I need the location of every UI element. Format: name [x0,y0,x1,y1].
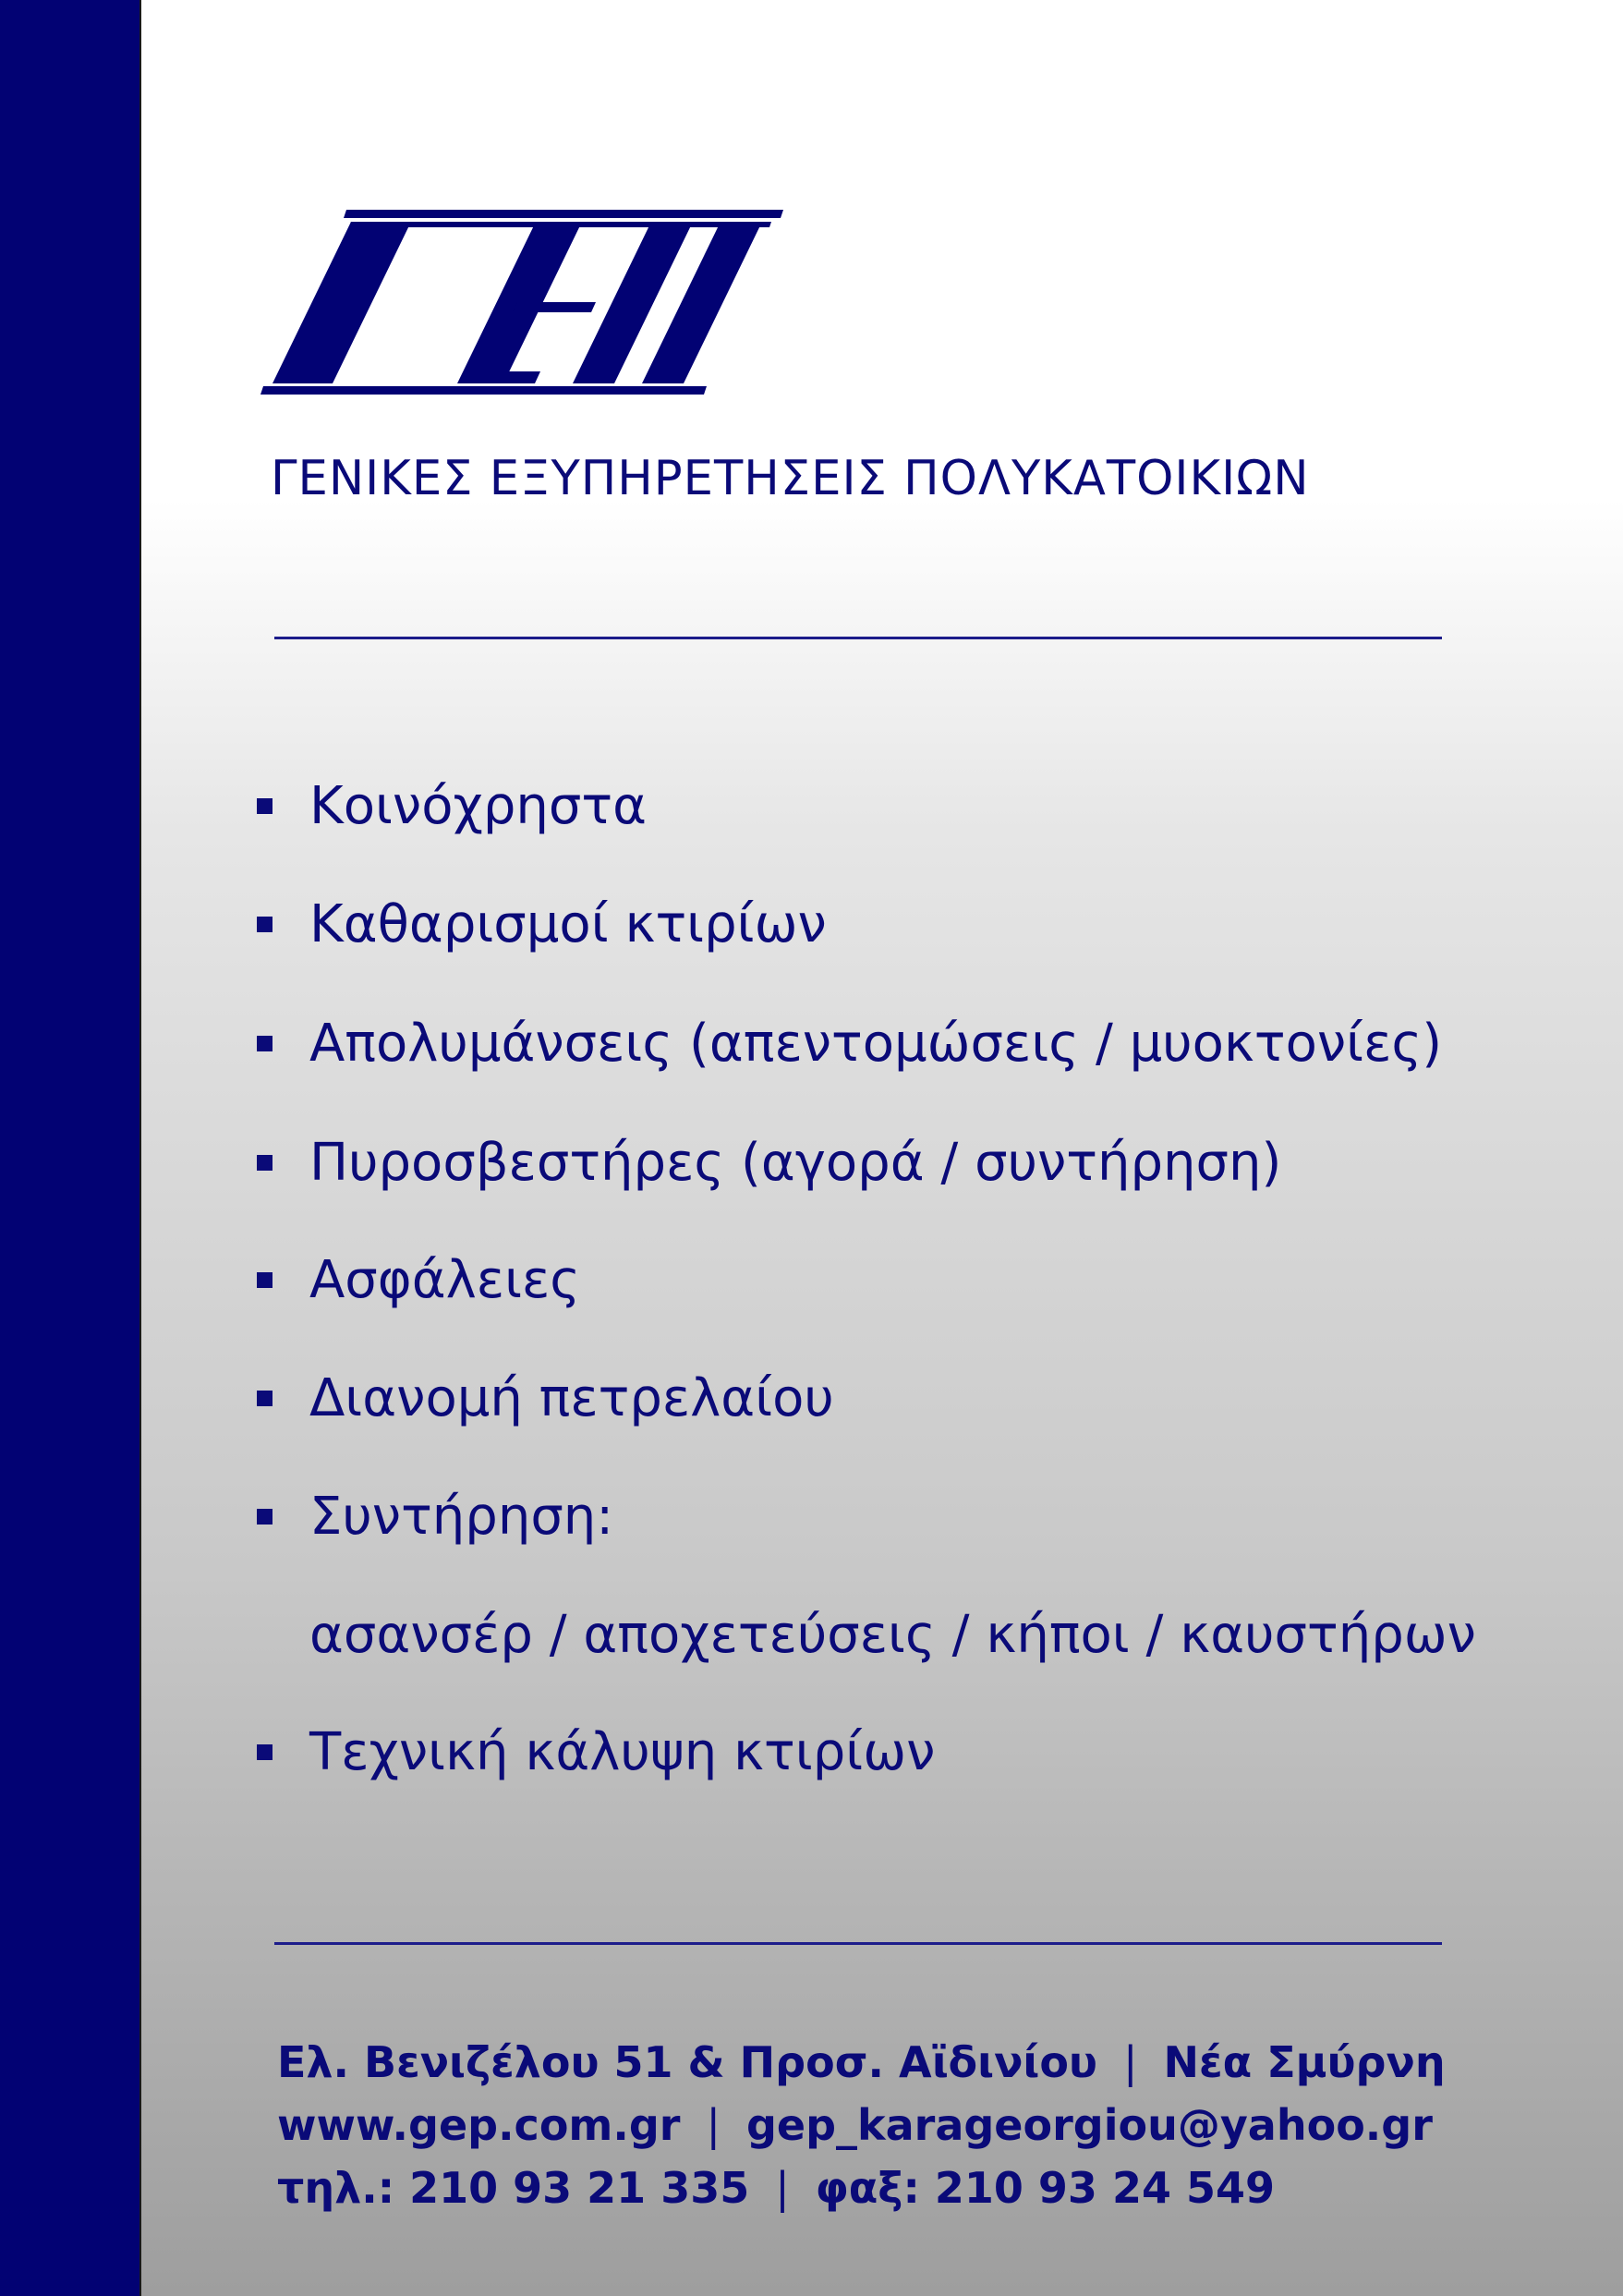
service-item [257,769,647,843]
contact-web-line [277,2100,1433,2150]
service-item [257,1243,580,1317]
company-tagline: ΓΕΝΙΚΕΣ ΕΞΥΠΗΡΕΤΗΣΕΙΣ ΠΟΛΥΚΑΤΟΙΚΙΩΝ [271,451,1310,506]
bullet-icon [257,1744,273,1760]
service-item [257,1479,613,1553]
bullet-icon [257,917,273,932]
bullet-icon [257,1155,273,1171]
separator: | [775,2163,790,2213]
city: Νέα Σμύρνη [1163,2037,1446,2087]
fax: φαξ: 210 93 24 549 [815,2163,1276,2213]
service-label: Συντήρηση: [309,1486,614,1547]
bullet-icon [257,1036,273,1051]
bullet-icon [257,1509,273,1525]
service-item [257,1006,1442,1080]
service-label: Πυροσβεστήρες (αγορά / συντήρηση) [309,1132,1282,1193]
service-label: Διανομή πετρελαίου [309,1367,834,1428]
gep-logo [259,205,790,399]
service-label: Απολυμάνσεις (απεντομώσεις / μυοκτονίες) [309,1013,1443,1074]
service-label: Καθαρισμοί κτιρίων [309,893,827,954]
bullet-icon [257,1272,273,1288]
service-label: Ασφάλειες [309,1249,581,1310]
contact-phone-line [277,2163,1275,2213]
service-item [257,1125,1281,1199]
divider-bottom [274,1942,1442,1945]
phone: τηλ.: 210 93 21 335 [277,2163,750,2213]
sidebar-color-band [0,0,141,2296]
bullet-icon [257,798,273,814]
email-link[interactable]: gep_karageorgiou@yahoo.gr [745,2100,1433,2150]
divider-top [274,637,1442,639]
separator: | [1123,2037,1138,2087]
service-item [257,887,827,961]
service-label: Τεχνική κάλυψη κτιρίων [309,1721,936,1782]
service-item [257,1715,935,1789]
address: Ελ. Βενιζέλου 51 & Προσ. Αϊδινίου [277,2037,1097,2087]
website-link[interactable]: www.gep.com.gr [277,2100,681,2150]
separator: | [706,2100,721,2150]
bullet-icon [257,1391,273,1406]
contact-address-line [277,2037,1446,2087]
service-label: Κοινόχρηστα [309,775,647,836]
service-sublabel: ασανσέρ / αποχετεύσεις / κήποι / καυστήρων [309,1604,1476,1665]
service-item [257,1361,834,1435]
